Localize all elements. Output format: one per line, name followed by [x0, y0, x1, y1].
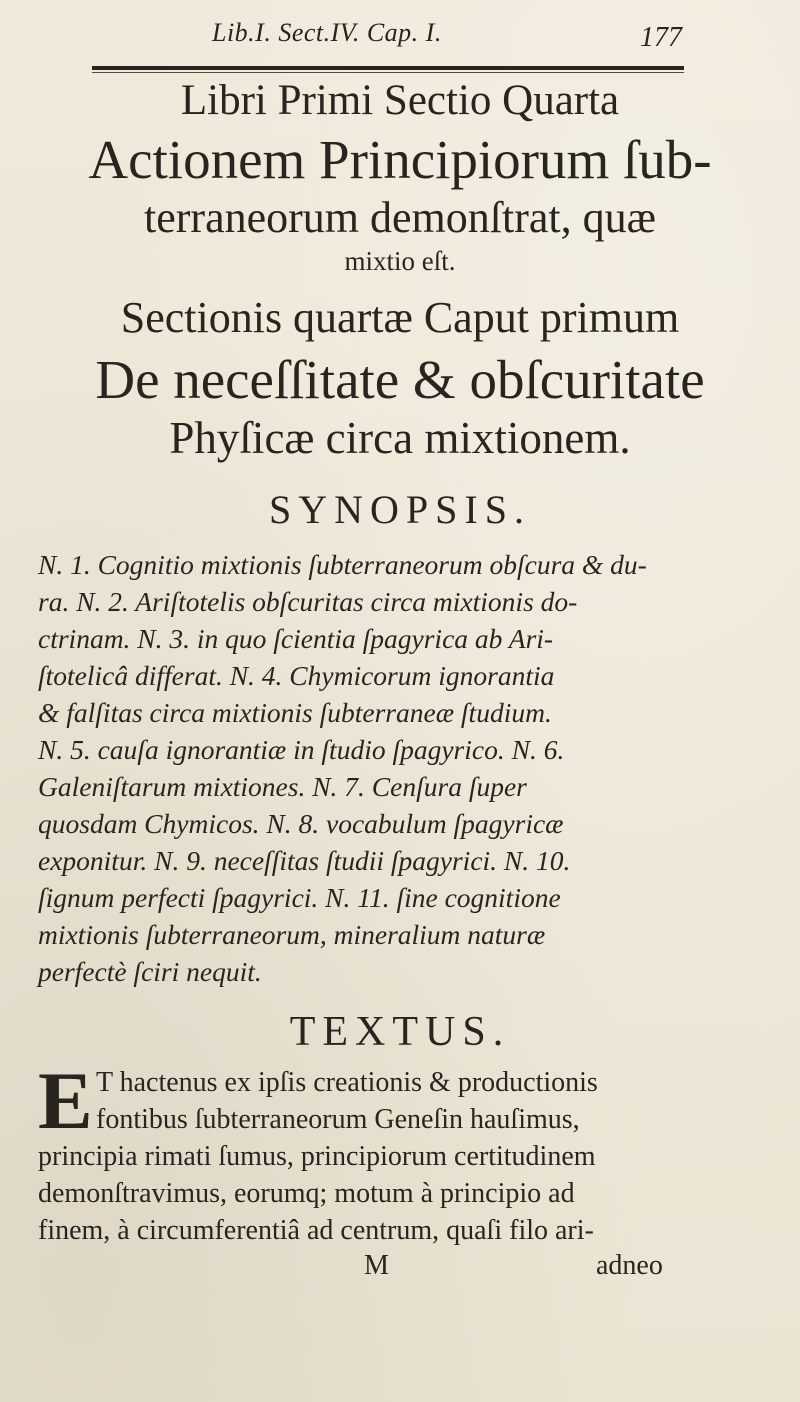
textus-title: TEXTUS. [289, 1009, 511, 1055]
catchword: adneo [596, 1250, 663, 1281]
body-line: principia rimati ſumus, principiorum certitudinem [38, 1141, 596, 1172]
synopsis-line: ra. N. 2. Ariſtotelis obſcuritas circa mixtionis do- [38, 586, 578, 617]
running-title: Lib.I. Sect.IV. Cap. I. [212, 18, 442, 47]
heading-chapter: Sectionis quartæ Caput primum [120, 293, 680, 342]
heading-mixtio: mixtio eſt. [344, 246, 456, 276]
signature-mark: M [364, 1250, 389, 1281]
header-rule [92, 66, 684, 70]
synopsis-line: quosdam Chymicos. N. 8. vocabulum ſpagyricæ [38, 808, 564, 839]
synopsis-line: perfectè ſciri nequit. [38, 956, 262, 987]
page-number: 177 [640, 22, 682, 53]
synopsis-title: SYNOPSIS. [269, 487, 531, 532]
synopsis-line: N. 5. cauſa ignorantiæ in ſtudio ſpagyrico. N. 6. [38, 734, 565, 765]
synopsis-line: ctrinam. N. 3. in quo ſcientia ſpagyrica ab Ari- [38, 623, 554, 654]
synopsis-line: ſtotelicâ differat. N. 4. Chymicorum ignorantia [38, 660, 555, 691]
heading-book-section: Libri Primi Sectio Quarta [180, 77, 620, 124]
synopsis-line: & falſitas circa mixtionis ſubterraneæ ſtudium. [38, 697, 552, 728]
running-head [0, 14, 800, 54]
heading-chapter-title: De neceſſitate & obſcuritate [95, 349, 705, 410]
body-line: finem, à circumferentiâ ad centrum, quaſi filo ari- [38, 1215, 594, 1246]
textus-body [38, 1064, 768, 1249]
body-line: demonſtravimus, eorumq; motum à principio ad [38, 1178, 575, 1209]
heading-actionem: Actionem Principiorum ſub- [88, 129, 712, 190]
synopsis-line: mixtionis ſubterraneorum, mineralium naturæ [38, 919, 546, 950]
synopsis-text [38, 546, 758, 990]
synopsis-line: Galeniſtarum mixtiones. N. 7. Cenſura ſuper [38, 771, 527, 802]
heading-terraneorum: terraneorum demonſtrat, quæ [144, 193, 656, 242]
body-line: fontibus ſubterraneorum Geneſin hauſimus, [96, 1104, 580, 1135]
header-rule-thin [92, 72, 684, 73]
drop-cap: E [38, 1055, 93, 1146]
synopsis-line: N. 1. Cognitio mixtionis ſubterraneorum obſcura & du- [38, 549, 647, 580]
synopsis-line: exponitur. N. 9. neceſſitas ſtudii ſpagyrici. N. 10. [38, 845, 571, 876]
heading-chapter-title-cont: Phyſicæ circa mixtionem. [169, 413, 631, 463]
synopsis-line: ſignum perfecti ſpagyrici. N. 11. ſine cognitione [38, 882, 561, 913]
body-line: T hactenus ex ipſis creationis & productionis [96, 1067, 598, 1098]
